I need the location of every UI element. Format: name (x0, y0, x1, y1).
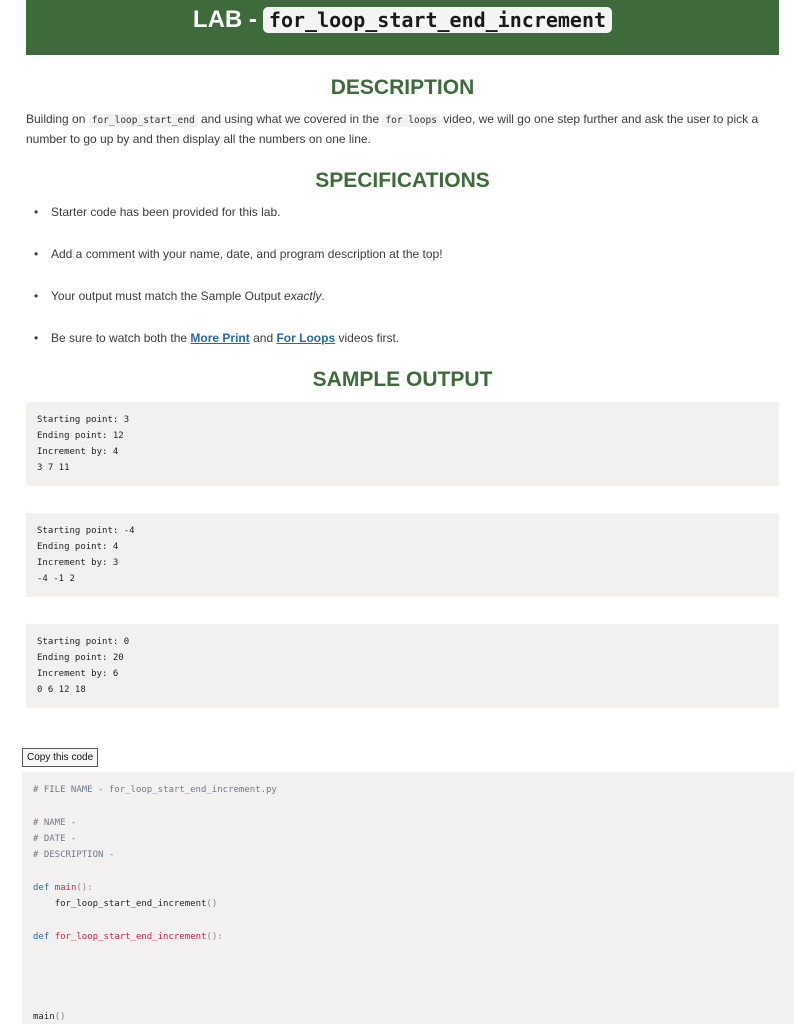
description-part2: and using what we covered in the (197, 112, 383, 126)
starter-code-block (22, 772, 794, 1024)
spec-item-text-mid: and (249, 331, 277, 345)
lab-title (193, 6, 612, 34)
sample-output-block-2: Starting point: -4 Ending point: 4 Increment by: 3 -4 -1 2 (26, 513, 779, 597)
code-def-main (33, 883, 93, 893)
spec-item-comment (26, 247, 443, 261)
spec-item-text-prefix: Be sure to watch both the (51, 331, 191, 345)
code-main-name: main (54, 883, 77, 893)
sample-output-block-1: Starting point: 3 Ending point: 12 Increment by: 4 3 7 11 (26, 402, 779, 486)
description-heading: DESCRIPTION (330, 76, 475, 99)
code-indent (33, 899, 55, 909)
spec-item-text: Add a comment with your name, date, and program description at the top! (51, 247, 443, 261)
code-def-function (33, 932, 223, 942)
code-main-call-name: main (33, 1012, 55, 1022)
bullet-icon: • (34, 331, 39, 345)
more-print-link[interactable]: More Print (190, 331, 250, 345)
lab-title-prefix: LAB - (192, 5, 257, 33)
code-parens: (): (206, 932, 223, 942)
spec-item-text-suffix: videos first. (335, 331, 400, 345)
code-main-call (33, 1012, 66, 1022)
spec-item-starter-code (26, 205, 280, 219)
code-file-comment: # FILE NAME - for_loop_start_end_increment.py (33, 785, 277, 795)
code-date-comment: # DATE - (33, 834, 77, 844)
code-description-comment: # DESCRIPTION - (33, 850, 115, 860)
for-loops-link[interactable]: For Loops (276, 331, 336, 345)
description-code-1: for_loop_start_end (89, 114, 198, 127)
description-part3: video, we will go one step further and ask the user to pick a number to go up by and then display all the numbers on one line. (26, 112, 759, 146)
code-call-name: for_loop_start_end_increment (54, 899, 207, 909)
code-def-keyword: def (33, 883, 55, 893)
sample-output-heading: SAMPLE OUTPUT (312, 368, 493, 391)
code-function-name: for_loop_start_end_increment (54, 932, 207, 942)
code-call-function (33, 899, 217, 909)
spec-item-emphasis: exactly (284, 289, 322, 303)
description-part1: Building on (26, 112, 89, 126)
code-main-call-parens: () (54, 1012, 66, 1022)
description-text (26, 110, 779, 149)
lab-title-banner (26, 0, 779, 55)
bullet-icon: • (34, 247, 39, 261)
bullet-icon: • (34, 205, 39, 219)
specifications-heading: SPECIFICATIONS (315, 169, 490, 192)
sample-output-block-3: Starting point: 0 Ending point: 20 Increment by: 6 0 6 12 18 (26, 624, 779, 708)
copy-code-button[interactable]: Copy this code (22, 748, 98, 767)
spec-item-text-suffix: . (321, 289, 325, 303)
spec-item-text-prefix: Your output must match the Sample Output (51, 289, 285, 303)
code-parens: (): (76, 883, 93, 893)
spec-item-videos (26, 331, 399, 345)
spec-item-text: Starter code has been provided for this lab. (51, 205, 281, 219)
code-def-keyword: def (33, 932, 55, 942)
lab-title-code: for_loop_start_end_increment (263, 7, 612, 33)
code-name-comment: # NAME - (33, 818, 77, 828)
description-code-2: for loops (382, 114, 439, 127)
bullet-icon: • (34, 289, 39, 303)
spec-item-match-output (26, 289, 325, 303)
code-call-parens: () (206, 899, 218, 909)
